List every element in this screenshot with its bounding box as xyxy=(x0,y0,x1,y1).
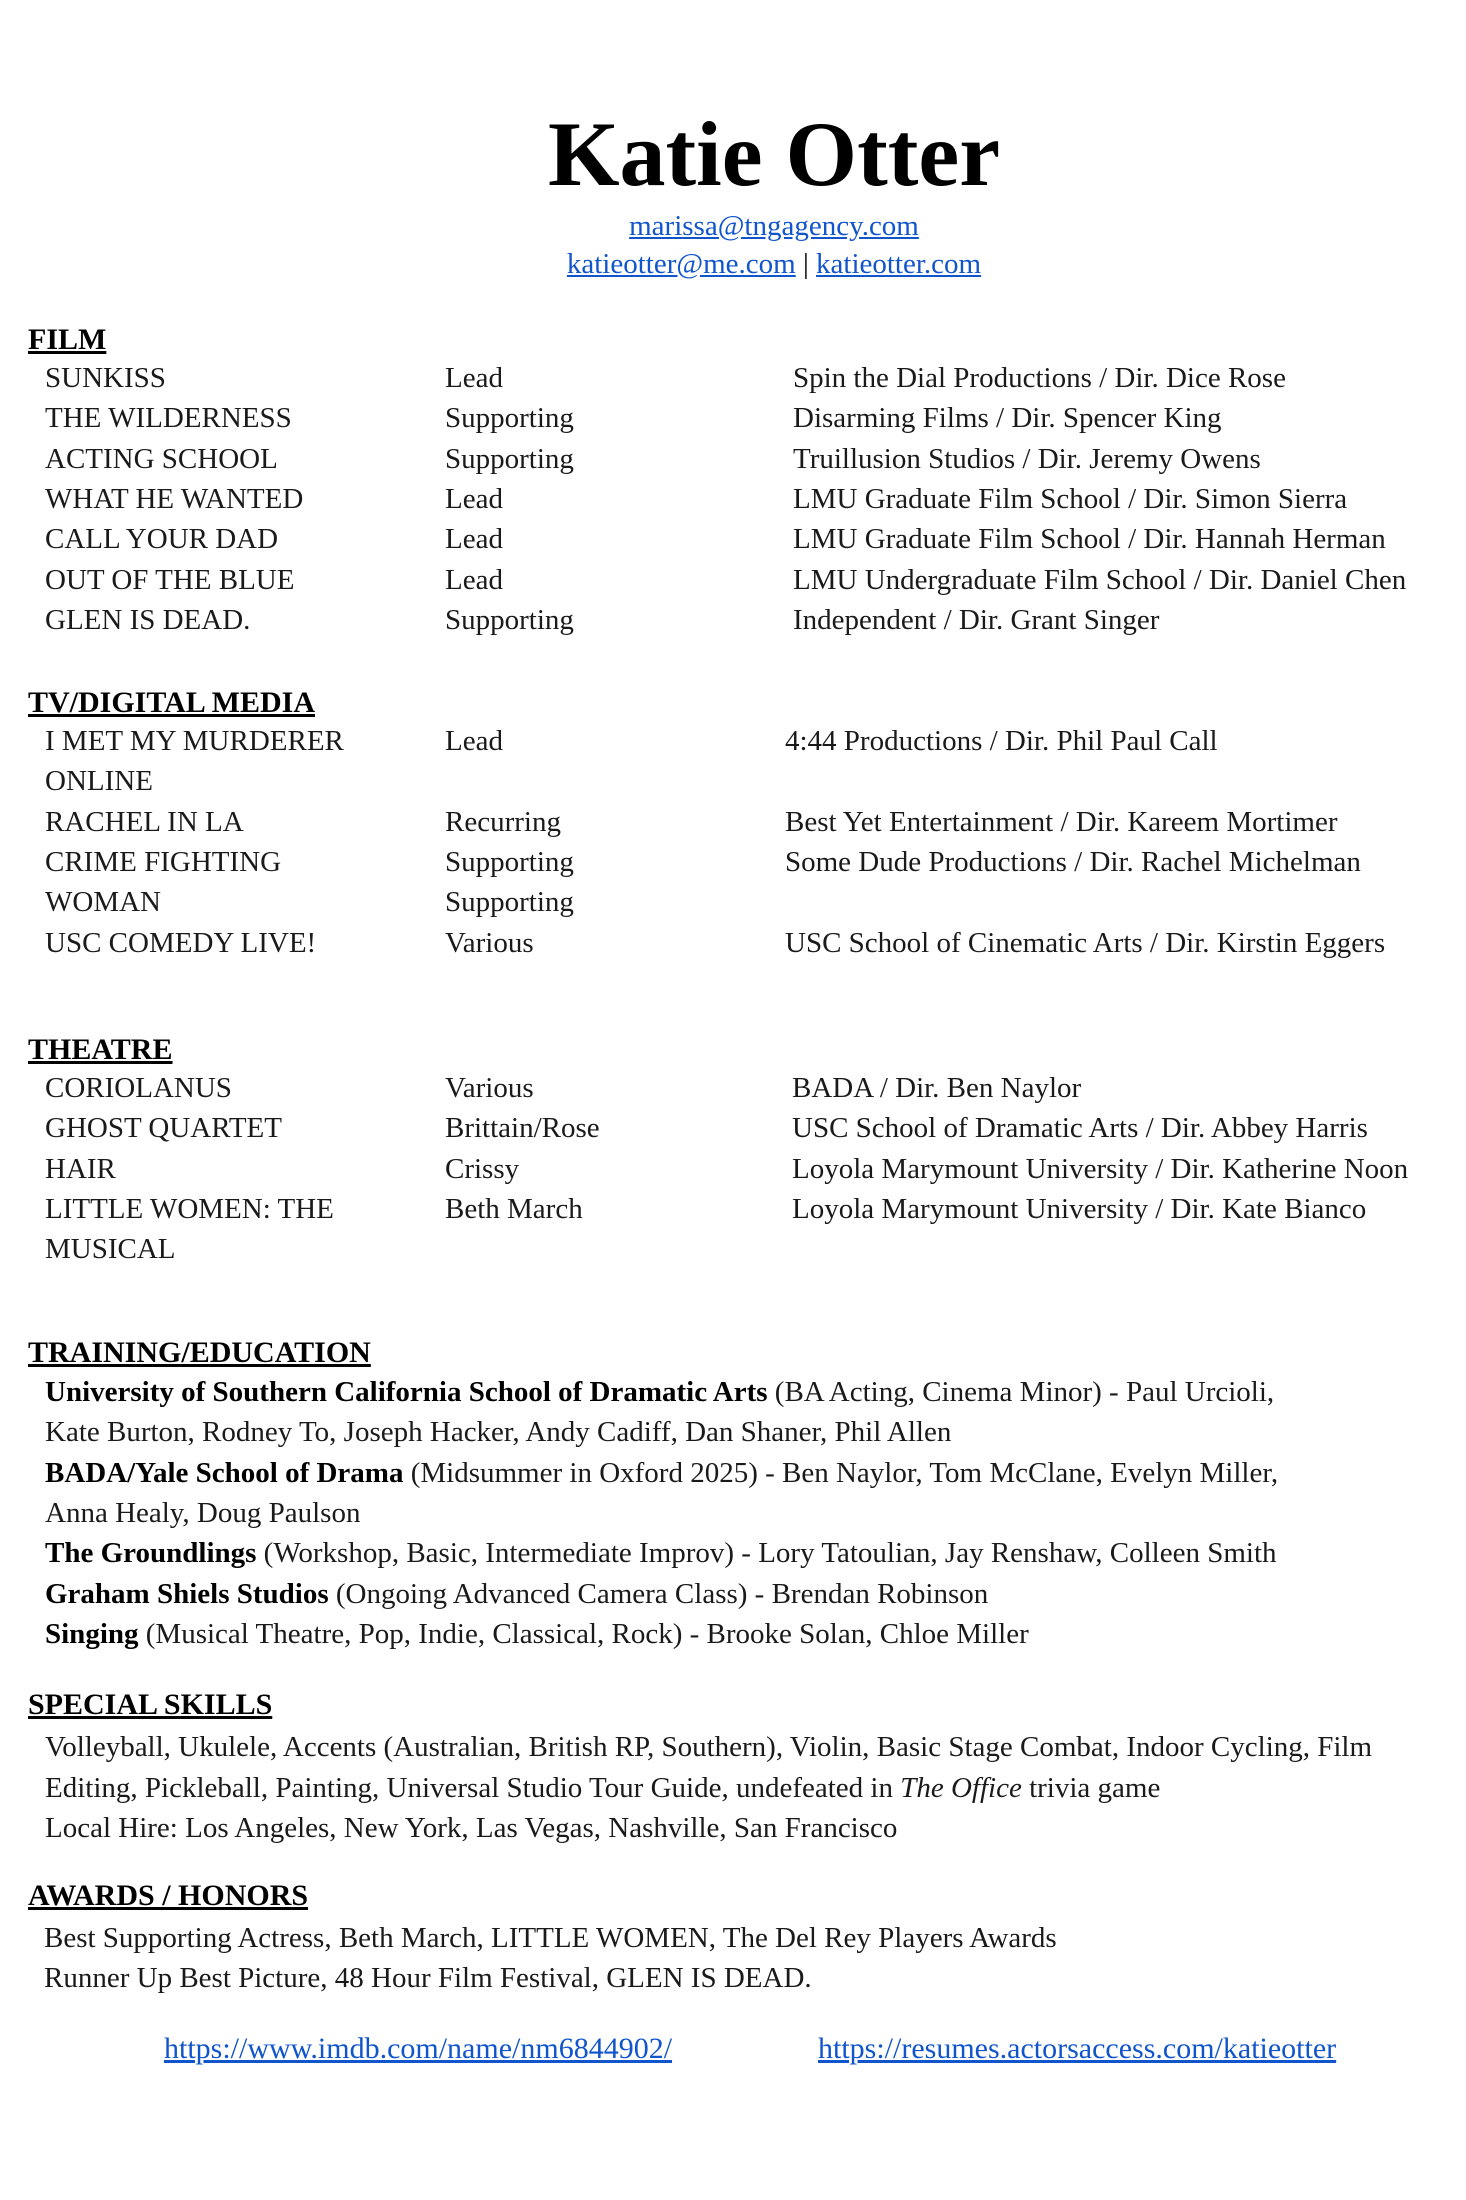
agency-contact xyxy=(0,212,1466,241)
credit-title: HAIR xyxy=(45,1152,116,1185)
personal-email-link[interactable]: katieotter@me.com xyxy=(566,248,796,280)
website-link[interactable]: katieotter.com xyxy=(816,248,982,280)
training-details: (Musical Theatre, Pop, Indie, Classical, Rock) - Brooke Solan, Chloe Miller xyxy=(138,1617,1029,1650)
training-line xyxy=(45,1378,1274,1407)
training-details: (Workshop, Basic, Intermediate Improv) - Lory Tatoulian, Jay Renshaw, Colleen Smith xyxy=(256,1537,1277,1570)
personal-contact xyxy=(0,250,1466,279)
training-line xyxy=(45,1577,989,1610)
credit-role: Supporting xyxy=(445,603,574,636)
credit-title: ACTING SCHOOL xyxy=(45,442,278,475)
credit-company: Loyola Marymount University / Dir. Katherine Noon xyxy=(792,1152,1409,1185)
credit-role: Lead xyxy=(445,523,503,556)
credit-role: Beth March xyxy=(445,1192,583,1225)
skills-line: Volleyball, Ukulele, Accents (Australian, British RP, Southern), Violin, Basic Stage Combat, Indoor Cycling, Film xyxy=(45,1731,1373,1763)
credit-role: Lead xyxy=(445,725,503,757)
skills-text: Editing, Pickleball, Painting, Universal Studio Tour Guide, undefeated in xyxy=(45,1772,901,1804)
credit-company: Loyola Marymount University / Dir. Kate Bianco xyxy=(792,1192,1367,1225)
training-school: University of Southern California School of Dramatic Arts xyxy=(45,1376,768,1408)
local-hire-line: Local Hire: Los Angeles, New York, Las Vegas, Nashville, San Francisco xyxy=(45,1812,898,1844)
theatre-heading: THEATRE xyxy=(28,1033,173,1066)
credit-company: LMU Graduate Film School / Dir. Hannah Herman xyxy=(793,523,1386,556)
credit-title: USC COMEDY LIVE! xyxy=(45,926,317,959)
skills-line xyxy=(45,1774,1160,1803)
actors-access-link[interactable]: https://resumes.actorsaccess.com/katieotter xyxy=(818,2032,1337,2065)
credit-title: GHOST QUARTET xyxy=(45,1112,282,1145)
training-heading: TRAINING/EDUCATION xyxy=(28,1336,371,1369)
credit-title: I MET MY MURDERER xyxy=(45,725,344,757)
credit-company: Independent / Dir. Grant Singer xyxy=(793,603,1160,636)
training-line xyxy=(45,1617,1029,1650)
credit-role: Supporting xyxy=(445,442,574,475)
award-line: Runner Up Best Picture, 48 Hour Film Festival, GLEN IS DEAD. xyxy=(44,1962,812,1994)
credit-company: Some Dude Productions / Dir. Rachel Michelman xyxy=(785,845,1361,878)
training-line xyxy=(45,1456,1279,1489)
training-school: Graham Shiels Studios xyxy=(45,1577,329,1610)
credit-company: Disarming Films / Dir. Spencer King xyxy=(793,402,1222,435)
training-school: BADA/Yale School of Drama xyxy=(45,1456,404,1489)
training-line xyxy=(45,1539,1277,1568)
tv-heading: TV/DIGITAL MEDIA xyxy=(28,686,315,719)
film-heading: FILM xyxy=(28,323,107,356)
credit-title: WOMAN xyxy=(45,886,161,919)
credit-title: SUNKISS xyxy=(45,362,166,394)
credit-title: RACHEL IN LA xyxy=(45,805,244,838)
awards-heading: AWARDS / HONORS xyxy=(28,1879,309,1912)
skills-italic-title: The Office xyxy=(900,1772,1022,1804)
credit-role: Recurring xyxy=(445,805,561,838)
credit-company: 4:44 Productions / Dir. Phil Paul Call xyxy=(785,725,1218,757)
skills-text: trivia game xyxy=(1021,1772,1161,1804)
training-school: The Groundlings xyxy=(45,1537,257,1570)
imdb-link[interactable]: https://www.imdb.com/name/nm6844902/ xyxy=(164,2032,673,2065)
credit-title: CALL YOUR DAD xyxy=(45,523,279,556)
credit-title: THE WILDERNESS xyxy=(45,402,292,435)
credit-company: LMU Undergraduate Film School / Dir. Daniel Chen xyxy=(793,563,1407,596)
credit-title: LITTLE WOMEN: THE xyxy=(45,1192,334,1225)
contact-separator: | xyxy=(802,248,809,280)
credit-role: Various xyxy=(445,1072,534,1104)
credit-title: MUSICAL xyxy=(45,1233,176,1266)
training-details: Kate Burton, Rodney To, Joseph Hacker, Andy Cadiff, Dan Shaner, Phil Allen xyxy=(45,1416,952,1449)
agency-email-link[interactable]: marissa@tngagency.com xyxy=(629,210,919,242)
credit-role: Supporting xyxy=(445,886,574,919)
actor-name: Katie Otter xyxy=(547,103,1001,205)
credit-title: GLEN IS DEAD. xyxy=(45,603,251,636)
training-school: Singing xyxy=(45,1617,139,1650)
credit-company: Best Yet Entertainment / Dir. Kareem Mortimer xyxy=(785,805,1338,838)
award-line: Best Supporting Actress, Beth March, LITTLE WOMEN, The Del Rey Players Awards xyxy=(44,1922,1057,1954)
training-details: (Midsummer in Oxford 2025) - Ben Naylor, Tom McClane, Evelyn Miller, xyxy=(403,1456,1279,1489)
credit-company: USC School of Dramatic Arts / Dir. Abbey Harris xyxy=(792,1112,1368,1145)
training-details: (Ongoing Advanced Camera Class) - Brendan Robinson xyxy=(328,1577,989,1610)
credit-title: WHAT HE WANTED xyxy=(45,482,304,515)
training-details: (BA Acting, Cinema Minor) - Paul Urcioli, xyxy=(767,1376,1275,1408)
credit-title: CORIOLANUS xyxy=(45,1072,232,1104)
credit-company: LMU Graduate Film School / Dir. Simon Sierra xyxy=(793,482,1348,515)
credit-company: USC School of Cinematic Arts / Dir. Kirstin Eggers xyxy=(785,926,1386,959)
credit-role: Lead xyxy=(445,563,503,596)
credit-company: Truillusion Studios / Dir. Jeremy Owens xyxy=(793,442,1261,475)
credit-role: Lead xyxy=(445,362,503,394)
credit-role: Supporting xyxy=(445,402,574,435)
training-details: Anna Healy, Doug Paulson xyxy=(45,1496,361,1529)
credit-title: OUT OF THE BLUE xyxy=(45,563,295,596)
training-line xyxy=(45,1496,361,1529)
credit-company: BADA / Dir. Ben Naylor xyxy=(792,1072,1082,1104)
training-line xyxy=(45,1418,951,1447)
credit-role: Crissy xyxy=(445,1152,520,1185)
skills-heading: SPECIAL SKILLS xyxy=(28,1688,273,1721)
credit-role: Brittain/Rose xyxy=(445,1112,600,1145)
credit-title: ONLINE xyxy=(45,765,153,798)
credit-role: Supporting xyxy=(445,845,574,878)
credit-role: Various xyxy=(445,926,534,959)
credit-role: Lead xyxy=(445,482,503,515)
credit-company: Spin the Dial Productions / Dir. Dice Rose xyxy=(793,362,1286,394)
credit-title: CRIME FIGHTING xyxy=(45,845,282,878)
